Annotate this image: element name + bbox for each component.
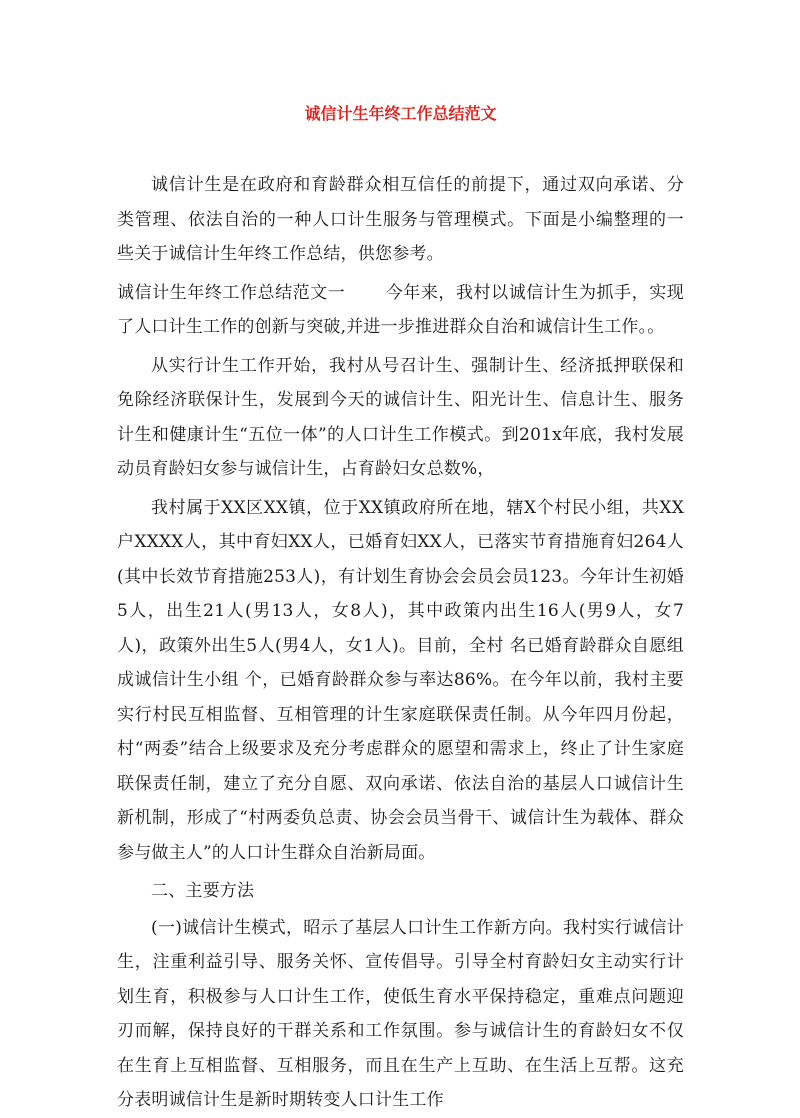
section1-paragraph [117, 276, 684, 345]
method-one-paragraph: (一)诚信计生模式，昭示了基层人口计生工作新方向。我村实行诚信计生，注重利益引导、服务关怀、宣传倡导。引导全村育龄妇女主动实行计划生育，积极参与人口计生工作，使低生育水平保持稳定，重难点问题迎刃而解，保持良好的干群关系和工作氛围。参与诚信计生的育龄妇女不仅在生育上互相监督、互相服务，而且在生产上互助、在生活上互帮。这充分表明诚信计生是新时期转变人口计生工作 [117, 917, 684, 1110]
intro-paragraph: 诚信计生是在政府和育龄群众相互信任的前提下，通过双向承诺、分类管理、依法自治的一种人口计生服务与管理模式。下面是小编整理的一些关于诚信计生年终工作总结，供您参考。 [117, 175, 684, 264]
section1-lead: 今年来，我村以诚信计生为抓手，实现了人口计生工作的创新与突破,并进一步推进群众自治和诚信计生工作。。 [117, 282, 684, 337]
village-overview-paragraph: 我村属于XX区XX镇，位于XX镇政府所在地，辖X个村民小组，共XX户XXXX人，其中育妇XX人，已婚育妇XX人，已落实节育措施育妇264人(其中长效节育措施253人)，有计划生育协会会员会员123。今年计生初婚5人，出生21人(男13人，女8人)，其中政策内出生16人(男9人，女7人)，政策外出生5人(男4人，女1人)。目前，全村 名已婚育龄群众自愿组成诚信计生小组 个，已婚育龄群众参与率达86%。在今年以前，我村主要实行村民互相监督、互相管理的计生家庭联保责任制。从今年四月份起，村“两委”结合上级要求及充分考虑群众的愿望和需求上，终止了计生家庭联保责任制，建立了充分自愿、双向承诺、依法自治的基层人口诚信计生新机制，形成了“村两委负总责、协会会员当骨干、诚信计生为载体、群众参与做主人”的人口计生群众自治新局面。 [117, 497, 684, 863]
history-paragraph: 从实行计生工作开始，我村从号召计生、强制计生、经济抵押联保和免除经济联保计生，发展到今天的诚信计生、阳光计生、信息计生、服务计生和健康计生“五位一体”的人口计生工作模式。到201x年底，我村发展动员育龄妇女参与诚信计生，占育龄妇女总数%， [117, 355, 684, 479]
section1-label: 诚信计生年终工作总结范文一 [117, 282, 346, 303]
section-heading-main-methods: 二、主要方法 [151, 881, 255, 901]
document-title: 诚信计生年终工作总结范文 [304, 104, 497, 123]
document-body [117, 168, 684, 1118]
